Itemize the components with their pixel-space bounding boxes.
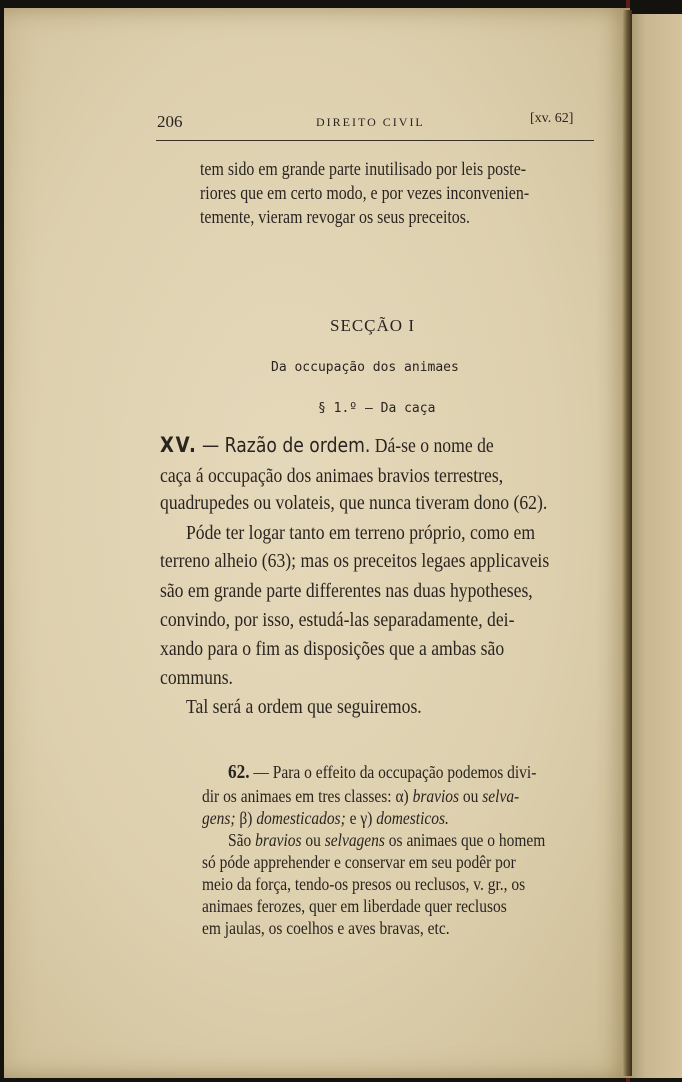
note-62-sao: São — [228, 830, 252, 850]
xv-first-line-rest: Dá-se o nome de — [374, 435, 494, 457]
paragraph-heading: § 1.º — Da caça — [318, 401, 436, 416]
facing-page-edge — [630, 14, 682, 1078]
note-62-line-4-rest: os animaes que o homem — [388, 830, 546, 850]
note-62-selvagens: selvagens — [324, 830, 385, 850]
note-62-gens: gens; — [202, 808, 236, 828]
note-62-bravios: bravios — [412, 786, 460, 806]
xv-line-4: terreno alheio (63); mas os preceitos legaes applicaveis — [160, 550, 550, 572]
xv-line-3: Póde ter logar tanto em terreno próprio, como em — [186, 522, 536, 544]
note-62-line-4 — [228, 829, 545, 851]
running-title: DIREITO CIVIL — [316, 115, 425, 129]
note-62-selva: selva- — [482, 786, 520, 806]
xv-line-6: convindo, por isso, estudá-las separadamente, dei- — [160, 609, 515, 631]
xv-line-8: communs. — [160, 667, 233, 689]
opening-line-1: tem sido em grande parte inutilisado por leis poste- — [200, 160, 527, 180]
note-62-domesticados: domesticados; — [256, 808, 346, 828]
note-62-line-6: meio da força, tendo-os presos ou reclusos, v. gr., os — [202, 874, 526, 894]
section-title: SECÇÃO I — [330, 316, 415, 335]
xv-line-9: Tal será a ordem que seguiremos. — [186, 696, 422, 718]
note-62-line-1-rest: — Para o effeito da occupação podemos divi- — [253, 762, 537, 782]
xv-rubric: — Razão de ordem. — [202, 433, 371, 457]
note-62-line-2 — [202, 785, 519, 807]
xv-numeral: XV. — [160, 433, 198, 457]
note-62-number: 62. — [228, 761, 250, 783]
page-number: 206 — [157, 112, 183, 131]
header-rule — [156, 140, 594, 141]
note-62-bravios-2: bravios — [255, 830, 302, 850]
opening-line-3: temente, vieram revogar os seus preceitos. — [200, 208, 470, 228]
note-62-gamma: e γ) — [349, 808, 373, 828]
opening-line-2: riores que em certo modo, e por vezes inconvenien- — [200, 184, 530, 204]
note-62-line-3 — [202, 807, 449, 829]
note-62-ou-2: ou — [305, 830, 321, 850]
note-62-beta: β) — [239, 808, 253, 828]
section-reference: [xv. 62] — [530, 111, 574, 126]
note-62-domesticos: domesticos. — [376, 808, 449, 828]
note-62-ou: ou — [462, 786, 479, 806]
note-62-line-1 — [228, 761, 536, 783]
xv-line-1: caça á occupação dos animaes bravios terrestres, — [160, 465, 504, 487]
note-62-line-8: em jaulas, os coelhos e aves bravas, etc. — [202, 918, 450, 938]
xv-line-2: quadrupedes ou volateis, que nunca tiveram dono (62). — [160, 492, 548, 514]
section-subtitle: Da occupação dos animaes — [271, 360, 459, 375]
note-62-line-7: animaes ferozes, quer em liberdade quer reclusos — [202, 896, 507, 916]
xv-line-7: xando para o fim as disposições que a ambas são — [160, 638, 505, 660]
note-62-line-5: só póde apprehender e conservar em seu podêr por — [202, 852, 516, 872]
note-62-line-2-prefix: dir os animaes em tres classes: α) — [202, 786, 409, 806]
xv-line-5: são em grande parte differentes nas duas hypotheses, — [160, 580, 533, 602]
xv-first-line — [160, 430, 494, 462]
page-gutter-shadow — [622, 10, 632, 1076]
